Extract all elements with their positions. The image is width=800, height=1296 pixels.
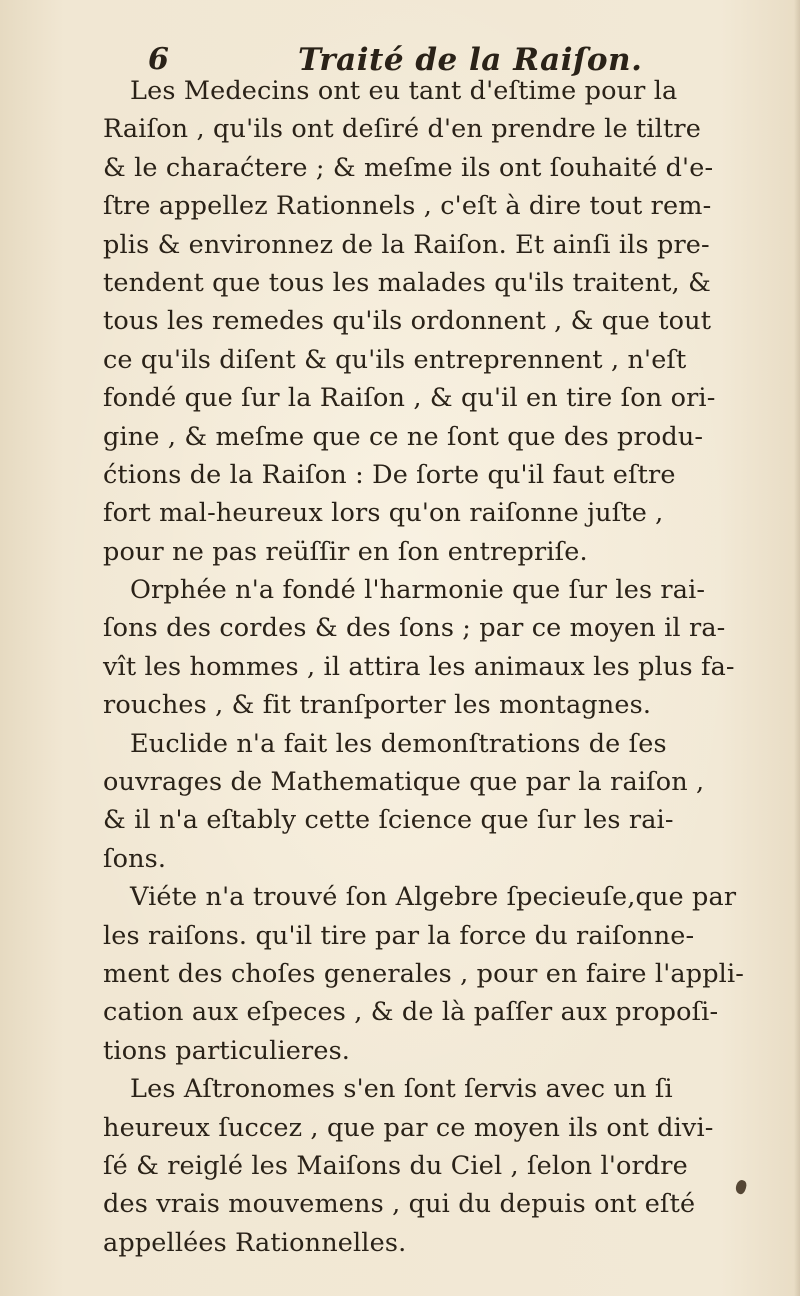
text-line: Viéte n'a trouvé ſon Algebre ſpecieuſe,que par: [130, 882, 737, 913]
text-line: Les Medecins ont eu tant d'eſtime pour la: [130, 76, 678, 106]
text-line: cation aux eſpeces , & de là paſſer aux propoſi-: [103, 997, 719, 1028]
body-text: [103, 72, 743, 1262]
page-number: 6: [148, 42, 169, 77]
text-line: fondé que ſur la Raiſon , & qu'il en tire ſon ori-: [103, 383, 716, 414]
text-line: ſons des cordes & des ſons ; par ce moyen il ra-: [103, 613, 726, 644]
text-line: ſtre appellez Rationnels , c'eſt à dire tout rem-: [103, 191, 712, 222]
text-line: gine , & meſme que ce ne ſont que des produ-: [103, 421, 704, 452]
text-line: Raiſon , qu'ils ont deſiré d'en prendre le tiltre: [103, 114, 701, 145]
text-line: tendent que tous les malades qu'ils traitent, &: [103, 267, 711, 298]
text-line: ce qu'ils diſent & qu'ils entreprennent , n'eſt: [103, 344, 687, 375]
text-line: Les Aſtronomes s'en ſont ſervis avec un ſi: [130, 1074, 673, 1105]
text-line: vît les hommes , il attira les animaux les plus fa-: [103, 651, 735, 682]
text-line: des vrais mouvemens , qui du depuis ont eſté: [103, 1189, 696, 1220]
text-line: ouvrages de Mathematique que par la raiſon ,: [103, 767, 705, 798]
text-line: fort mal-heureux lors qu'on raiſonne juſte ,: [103, 498, 664, 529]
text-line: ćtions de la Raiſon : De ſorte qu'il faut eſtre: [103, 459, 676, 490]
text-line: tions particulieres.: [103, 1035, 351, 1066]
text-line: Orphée n'a fondé l'harmonie que ſur les rai-: [130, 575, 706, 606]
text-line: ment des choſes generales , pour en faire l'appli-: [103, 958, 745, 989]
text-line: rouches , & fit tranſporter les montagnes.: [103, 690, 652, 721]
running-title: Traité de la Raiſon.: [298, 42, 643, 78]
text-line: plis & environnez de la Raiſon. Et ainſi ils pre-: [103, 229, 710, 260]
text-line: les raiſons. qu'il tire par la force du raiſonne-: [103, 920, 695, 951]
text-line: tous les remedes qu'ils ordonnent , & que tout: [103, 306, 712, 337]
text-line: ſé & reiglé les Maiſons du Ciel , ſelon l'ordre: [103, 1150, 688, 1181]
text-line: & le charaćtere ; & meſme ils ont ſouhaité d'e-: [103, 152, 714, 183]
text-line: appellées Rationnelles.: [103, 1227, 407, 1258]
text-line: heureux ſuccez , que par ce moyen ils ont divi-: [103, 1112, 714, 1143]
text-line: & il n'a eſtably cette ſcience que ſur les rai-: [103, 805, 674, 836]
text-line: ſons.: [103, 843, 167, 874]
text-line: pour ne pas reüſſir en ſon entrepriſe.: [103, 536, 588, 567]
page-edge-shadow: [794, 0, 800, 1296]
text-line: Euclide n'a fait les demonſtrations de ſes: [130, 728, 667, 759]
